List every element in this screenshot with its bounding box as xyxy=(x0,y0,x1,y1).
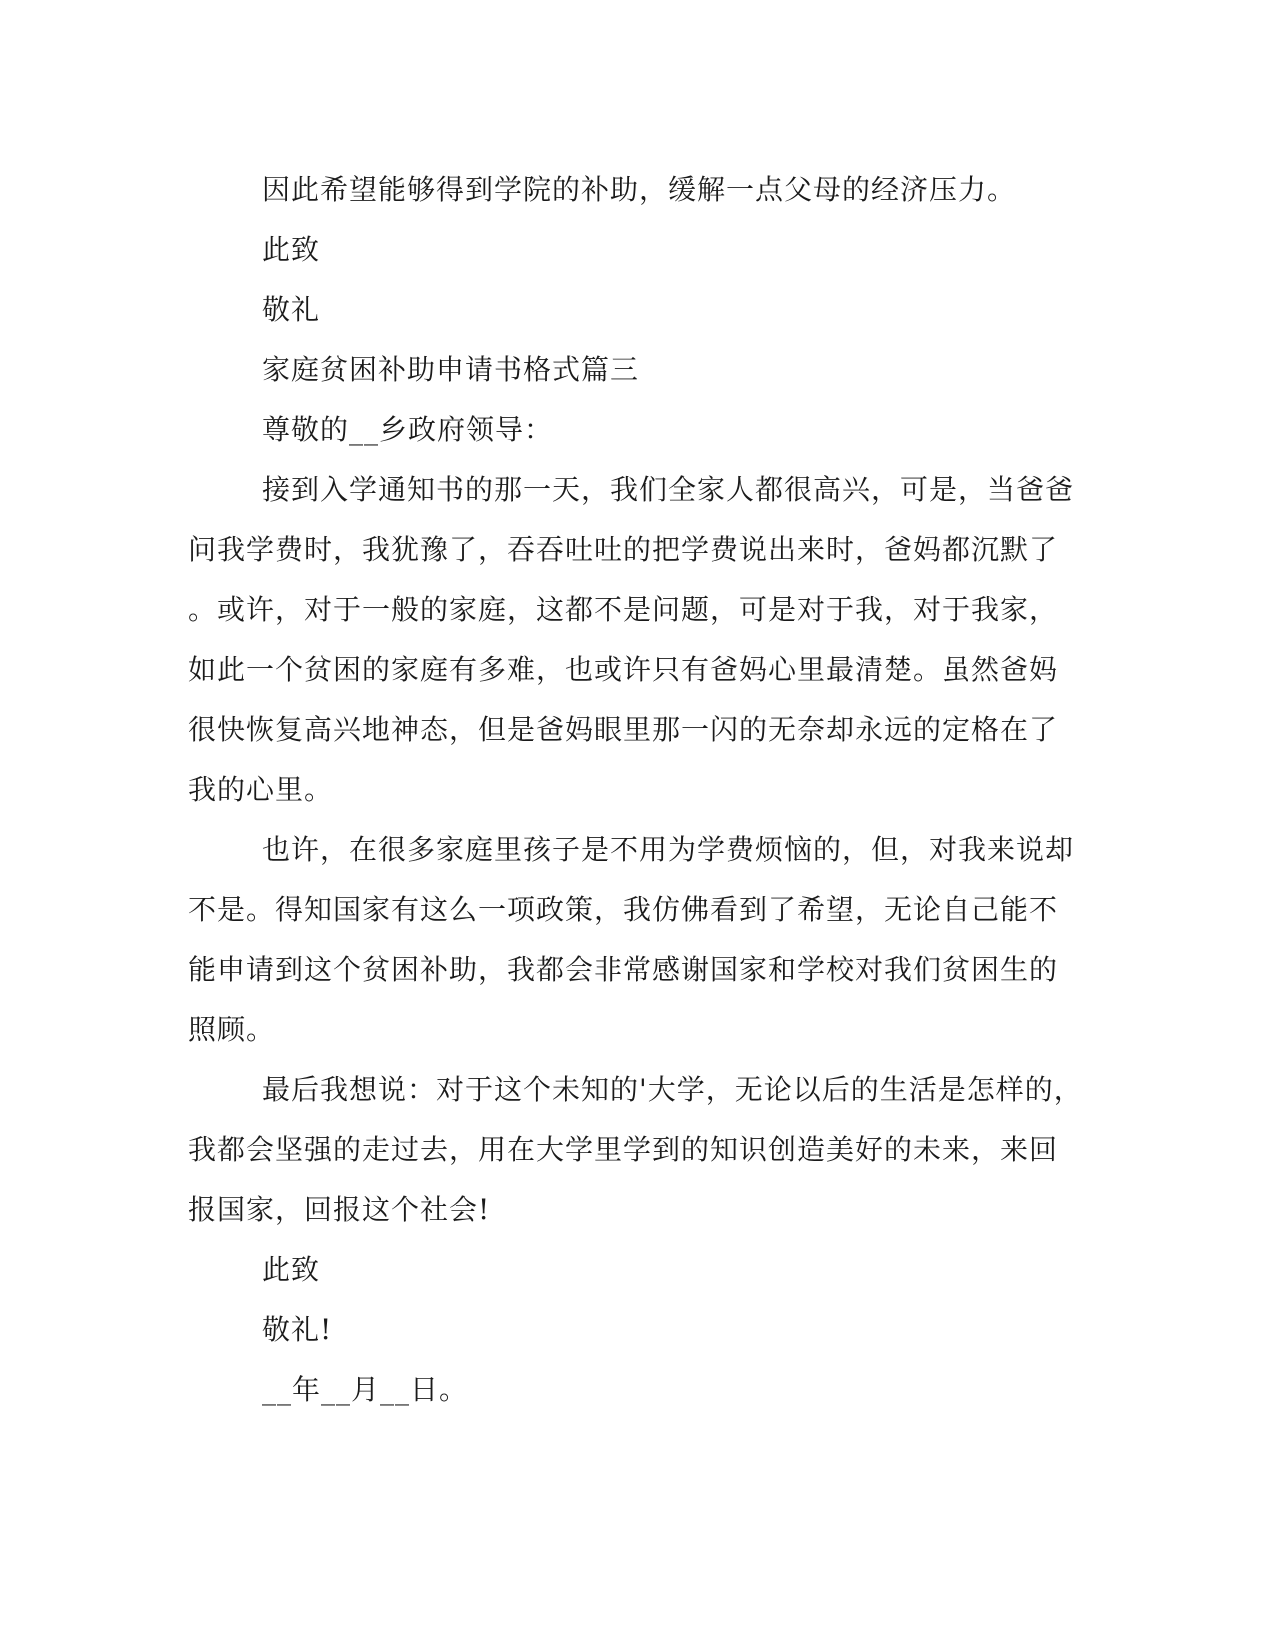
paragraph-line: 不是。得知国家有这么一项政策，我仿佛看到了希望，无论自己能不 xyxy=(188,893,1059,926)
paragraph-line: 我的心里。 xyxy=(188,773,334,806)
paragraph-line: 如此一个贫困的家庭有多难，也或许只有爸妈心里最清楚。虽然爸妈 xyxy=(188,653,1059,686)
paragraph-line: 。或许，对于一般的家庭，这都不是问题，可是对于我，对于我家， xyxy=(188,593,1059,626)
paragraph-line: 问我学费时，我犹豫了，吞吞吐吐的把学费说出来时，爸妈都沉默了 xyxy=(188,533,1059,566)
closing-salutation: 此致 xyxy=(262,1253,321,1286)
paragraph-line: 最后我想说：对于这个未知的'大学，无论以后的生活是怎样的， xyxy=(262,1073,1083,1106)
paragraph-line: 照顾。 xyxy=(188,1013,276,1046)
paragraph-line: 接到入学通知书的那一天，我们全家人都很高兴，可是，当爸爸 xyxy=(262,473,1075,506)
section-heading: 家庭贫困补助申请书格式篇三 xyxy=(262,353,640,386)
paragraph-line: 我都会坚强的走过去，用在大学里学到的知识创造美好的未来，来回 xyxy=(188,1133,1059,1166)
closing-regards: 敬礼! xyxy=(262,1313,333,1346)
paragraph-line: 因此希望能够得到学院的补助，缓解一点父母的经济压力。 xyxy=(262,173,1017,206)
date-line: __年__月__日。 xyxy=(262,1373,469,1406)
paragraph-line: 也许，在很多家庭里孩子是不用为学费烦恼的，但，对我来说却 xyxy=(262,833,1075,866)
paragraph-line: 能申请到这个贫困补助，我都会非常感谢国家和学校对我们贫困生的 xyxy=(188,953,1059,986)
paragraph-line: 很快恢复高兴地神态，但是爸妈眼里那一闪的无奈却永远的定格在了 xyxy=(188,713,1059,746)
closing-regards: 敬礼 xyxy=(262,293,321,326)
closing-salutation: 此致 xyxy=(262,233,321,266)
paragraph-line: 报国家，回报这个社会! xyxy=(188,1193,491,1226)
greeting-line: 尊敬的__乡政府领导： xyxy=(262,413,554,446)
